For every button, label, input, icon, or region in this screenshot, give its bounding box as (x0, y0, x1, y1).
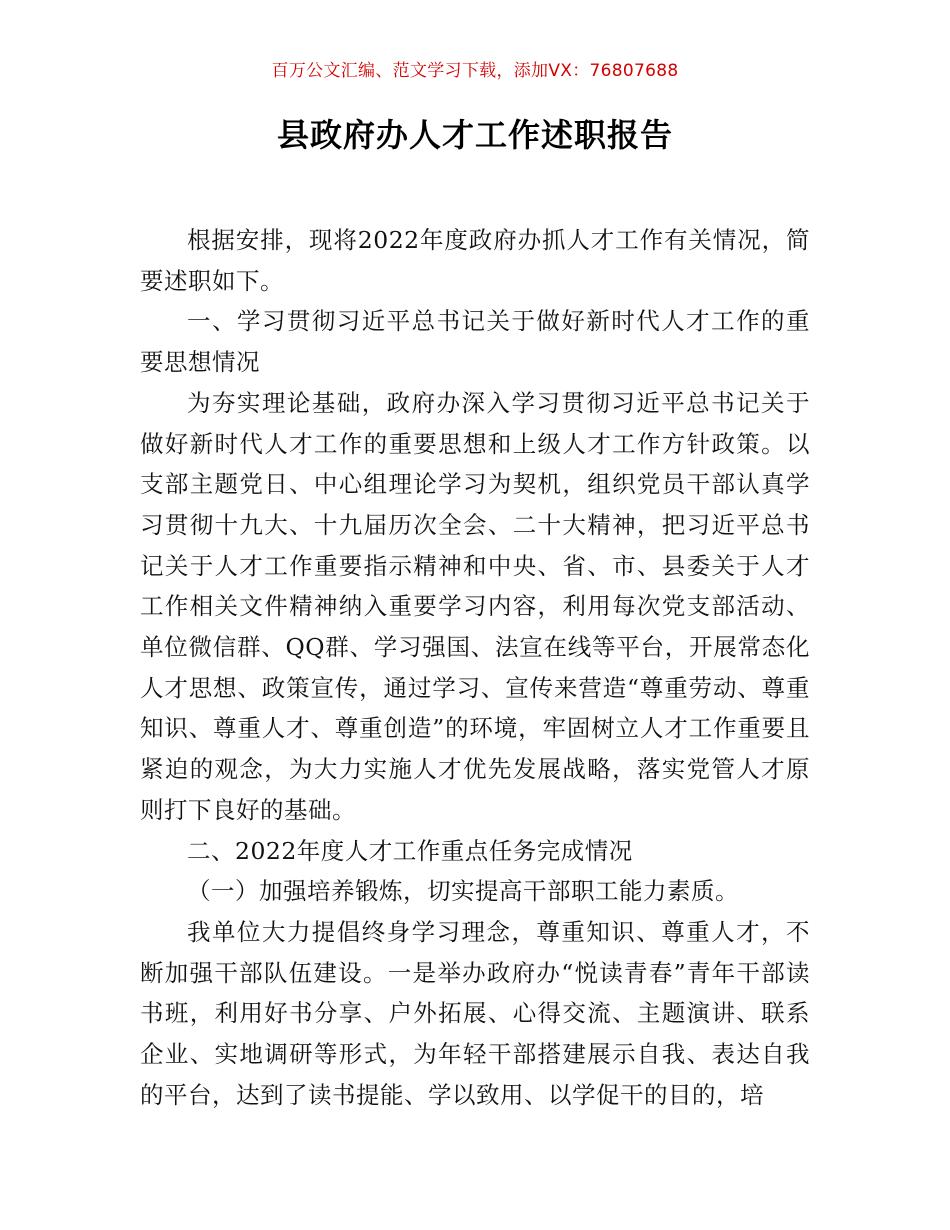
document-title: 县政府办人才工作述职报告 (276, 116, 673, 154)
paragraph-section-1: 为夯实理论基础，政府办深入学习贯彻习近平总书记关于做好新时代人才工作的重要思想和上级人才工作方针政策。以支部主题党日、中心组理论学习为契机，组织党员干部认真学习贯彻十九大、十九届历次全会、二十大精神，把习近平总书记关于人才工作重要指示精神和中央、省、市、县委关于人才工作相关文件精神纳入重要学习内容，利用每次党支部活动、单位微信群、QQ群、学习强国、法宣在线等平台，开展常态化人才思想、政策宣传，通过学习、宣传来营造“尊重劳动、尊重知识、尊重人才、尊重创造”的环境，牢固树立人才工作重要且紧迫的观念，为大力实施人才优先发展战略，落实党管人才原则打下良好的基础。 (140, 388, 810, 824)
paragraph-subsection-1: 我单位大力提倡终身学习理念，尊重知识、尊重人才，不断加强干部队伍建设。一是举办政府办“悦读青春”青年干部读书班，利用好书分享、户外拓展、心得交流、主题演讲、联系企业、实地调研等形式，为年轻干部搭建展示自我、表达自我的平台，达到了读书提能、学以致用、以学促干的目的，培 (140, 917, 810, 1109)
section-heading-2: 二、2022年度人才工作重点任务完成情况 (187, 836, 633, 865)
paragraph-intro: 根据安排，现将2022年度政府办抓人才工作有关情况，简要述职如下。 (140, 226, 810, 295)
subsection-heading-1: （一）加强培养锻炼，切实提高干部职工能力素质。 (187, 877, 739, 906)
section-heading-1: 一、学习贯彻习近平总书记关于做好新时代人才工作的重要思想情况 (140, 307, 810, 377)
header-watermark-note: 百万公文汇编、范文学习下载，添加VX：76807688 (271, 61, 679, 81)
document-body (140, 220, 810, 1115)
